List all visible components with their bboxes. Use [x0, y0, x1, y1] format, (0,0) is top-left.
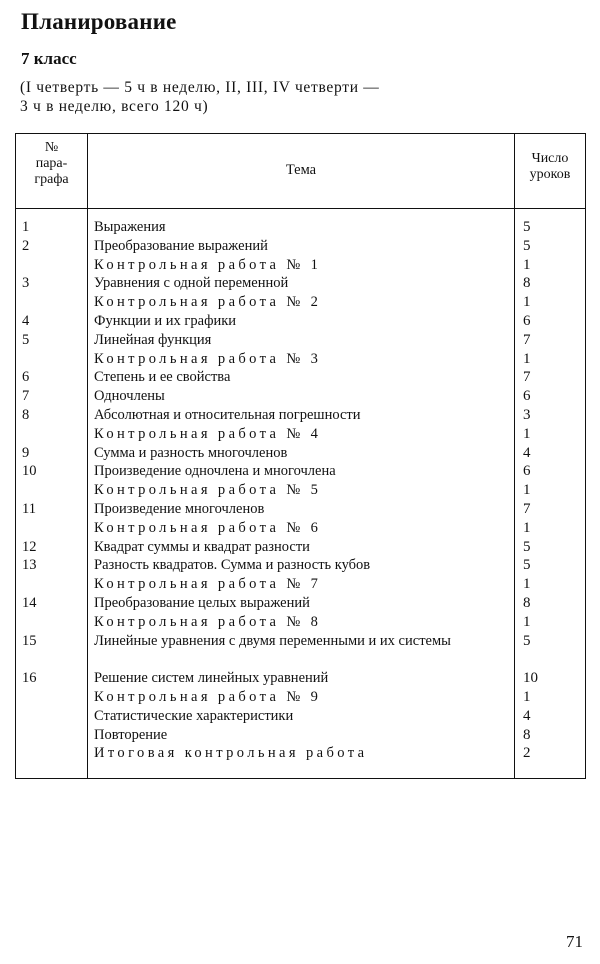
table-row: [16, 538, 585, 557]
paragraph-number: 15: [22, 632, 37, 649]
paragraph-number: 10: [22, 463, 37, 480]
paragraph-number: 9: [22, 444, 30, 461]
lesson-count: 1: [523, 576, 531, 593]
lesson-count: 4: [523, 707, 531, 724]
test-title: Контрольная работа № 2: [94, 294, 322, 311]
topic-title: Произведение одночлена и многочлена: [94, 463, 336, 480]
test-row: [16, 425, 585, 444]
table-row: [16, 237, 585, 256]
header-count-word-1: Число: [531, 151, 569, 166]
lesson-count: 8: [523, 594, 531, 611]
header-paragraph-number: [16, 140, 87, 188]
table-row: [16, 726, 585, 745]
hours-note-line-1: (I четверть — 5 ч в неделю, II, III, IV четверти —: [20, 79, 380, 96]
lesson-count: 1: [523, 256, 531, 273]
lesson-count: 8: [523, 275, 531, 292]
table-row: [16, 556, 585, 575]
header-number-word-1: пара-: [35, 156, 68, 171]
paragraph-number: 2: [22, 237, 30, 254]
topic-title: Абсолютная и относительная погрешности: [94, 406, 361, 423]
table-row: [16, 387, 585, 406]
paragraph-number: 6: [22, 369, 30, 386]
table-row: [16, 594, 585, 613]
test-title: Итоговая контрольная работа: [94, 745, 368, 762]
table-row: [16, 669, 585, 688]
topic-title: Уравнения с одной переменной: [94, 275, 289, 292]
lesson-count: 1: [523, 425, 531, 442]
test-row: [16, 481, 585, 500]
paragraph-number: 5: [22, 331, 30, 348]
test-row: [16, 293, 585, 312]
header-divider: [16, 208, 585, 209]
table-row: [16, 500, 585, 519]
table-row: [16, 444, 585, 463]
test-title: Контрольная работа № 5: [94, 482, 322, 499]
hours-note-line-2: 3 ч в неделю, всего 120 ч): [20, 98, 209, 115]
table-row: [16, 312, 585, 331]
table-row: [16, 368, 585, 387]
table-row: [16, 462, 585, 481]
paragraph-number: 12: [22, 538, 37, 555]
header-lesson-count: [515, 151, 585, 183]
lesson-count: 1: [523, 519, 531, 536]
topic-title: Линейная функция: [94, 331, 212, 348]
paragraph-number: 11: [22, 500, 36, 517]
topic-title: Повторение: [94, 726, 168, 743]
lesson-count: 5: [523, 219, 531, 235]
test-title: Контрольная работа № 4: [94, 425, 322, 442]
test-row: [16, 350, 585, 369]
table-row: [16, 274, 585, 293]
grade-subtitle: 7 класс: [21, 49, 77, 68]
header-topic: Тема: [285, 162, 317, 178]
topic-title: Функции и их графики: [94, 312, 237, 329]
topic-title: Произведение многочленов: [94, 500, 265, 517]
page-number: 71: [566, 932, 583, 951]
paragraph-number: 7: [22, 388, 30, 405]
lesson-count: 5: [523, 237, 531, 254]
paragraph-number: 3: [22, 275, 30, 292]
lesson-plan-table: [15, 133, 586, 779]
topic-title: Одночлены: [94, 388, 165, 405]
test-row: [16, 575, 585, 594]
lesson-count: 1: [523, 688, 531, 705]
test-title: Контрольная работа № 6: [94, 519, 322, 536]
test-row: [16, 613, 585, 632]
lesson-count: 6: [523, 463, 531, 480]
header-count-word-2: уроков: [529, 167, 571, 182]
topic-title: Квадрат суммы и квадрат разности: [94, 538, 310, 555]
test-title: Контрольная работа № 7: [94, 576, 322, 593]
lesson-count: 10: [523, 670, 538, 687]
lesson-count: 1: [523, 294, 531, 311]
test-row: [16, 519, 585, 538]
test-title: Контрольная работа № 9: [94, 688, 322, 705]
table-body: [16, 218, 585, 763]
table-row: [16, 331, 585, 350]
test-row: [16, 688, 585, 707]
paragraph-number: 1: [22, 219, 30, 235]
lesson-count: 5: [523, 538, 531, 555]
table-row: [16, 707, 585, 726]
topic-title: Линейные уравнения с двумя переменными и их системы: [94, 632, 451, 649]
lesson-count: 4: [523, 444, 531, 461]
header-number-sign: №: [44, 140, 59, 155]
lesson-count: 1: [523, 613, 531, 630]
topic-title: Разность квадратов. Сумма и разность кубов: [94, 557, 371, 574]
topic-title: Преобразование целых выражений: [94, 594, 310, 611]
paragraph-number: 8: [22, 406, 30, 423]
lesson-count: 6: [523, 388, 531, 405]
test-row: [16, 256, 585, 275]
lesson-count: 7: [523, 369, 531, 386]
test-title: Контрольная работа № 8: [94, 613, 322, 630]
header-number-word-2: графа: [34, 172, 69, 187]
lesson-count: 5: [523, 557, 531, 574]
lesson-count: 7: [523, 331, 531, 348]
table-row: [16, 218, 585, 237]
lesson-count: 8: [523, 726, 531, 743]
lesson-count: 7: [523, 500, 531, 517]
topic-title: Сумма и разность многочленов: [94, 444, 288, 461]
lesson-count: 1: [523, 350, 531, 367]
page-title: Планирование: [21, 9, 177, 34]
hours-note: [20, 78, 580, 116]
table-row: [16, 406, 585, 425]
topic-title: Преобразование выражений: [94, 237, 268, 254]
topic-title: Степень и ее свойства: [94, 369, 231, 386]
topic-title: Статистические характеристики: [94, 707, 294, 724]
lesson-count: 1: [523, 482, 531, 499]
lesson-count: 6: [523, 312, 531, 329]
paragraph-number: 13: [22, 557, 37, 574]
test-title: Контрольная работа № 3: [94, 350, 322, 367]
lesson-count: 5: [523, 632, 531, 649]
table-row: [16, 632, 585, 670]
paragraph-number: 4: [22, 312, 30, 329]
paragraph-number: 16: [22, 670, 37, 687]
test-title: Контрольная работа № 1: [94, 256, 322, 273]
test-row: [16, 744, 585, 763]
lesson-count: 3: [523, 406, 531, 423]
lesson-count: 2: [523, 745, 531, 762]
paragraph-number: 14: [22, 594, 37, 611]
topic-title: Решение систем линейных уравнений: [94, 670, 329, 687]
topic-title: Выражения: [94, 219, 166, 235]
